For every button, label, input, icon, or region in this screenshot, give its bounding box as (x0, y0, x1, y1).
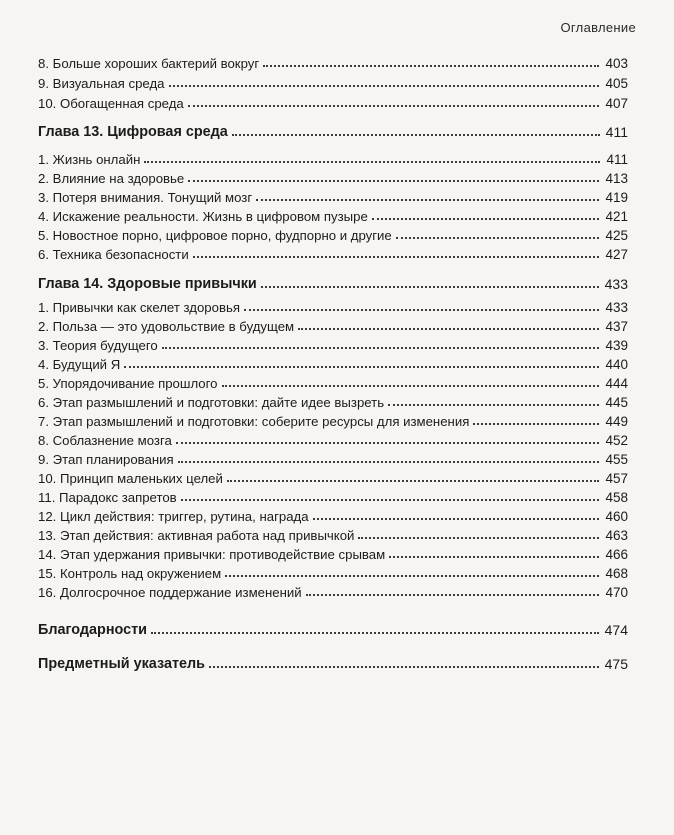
toc-entry[interactable] (38, 490, 628, 505)
dot-leader (176, 442, 600, 444)
toc-entry-page: 445 (605, 395, 628, 410)
dot-leader (389, 556, 599, 558)
toc-entry-title: 1. Жизнь онлайн (38, 152, 141, 167)
toc-entry-title: 6. Техника безопасности (38, 247, 189, 262)
dot-leader (188, 105, 600, 107)
toc-entry[interactable] (38, 585, 628, 600)
toc-entry-title: 7. Этап размышлений и подготовки: соберите ресурсы для изменения (38, 414, 470, 429)
toc-entry-page: 433 (605, 300, 628, 315)
toc-entry[interactable] (38, 96, 628, 111)
toc-entry-page: 419 (605, 190, 628, 205)
toc-entry[interactable] (38, 247, 628, 262)
acknowledgments-entry[interactable] (38, 622, 628, 638)
chapter-title: Глава 13. Цифровая среда (38, 124, 228, 140)
section-title: Благодарности (38, 622, 148, 638)
toc-entry-title: 6. Этап размышлений и подготовки: дайте идее вызреть (38, 395, 385, 410)
dot-leader (222, 385, 600, 387)
dot-leader (313, 518, 600, 520)
toc-entry[interactable] (38, 171, 628, 186)
toc-entry[interactable] (38, 357, 628, 372)
dot-leader (169, 85, 600, 87)
toc-entry[interactable] (38, 190, 628, 205)
dot-leader (358, 537, 599, 539)
toc-entry-page: 437 (605, 319, 628, 334)
toc-entry[interactable] (38, 509, 628, 524)
toc-entry-page: 455 (605, 452, 628, 467)
toc-entry-page: 425 (605, 228, 628, 243)
toc-entry[interactable] (38, 376, 628, 391)
dot-leader (124, 366, 599, 368)
toc-entry-page: 413 (605, 171, 628, 186)
dot-leader (181, 499, 600, 501)
toc-entry-title: 9. Этап планирования (38, 452, 174, 467)
toc-entry[interactable] (38, 300, 628, 315)
chapter-page: 411 (605, 124, 628, 140)
toc-entry-title: 16. Долгосрочное поддержание изменений (38, 585, 302, 600)
dot-leader (232, 134, 600, 136)
toc-entry[interactable] (38, 452, 628, 467)
toc-entry-page: 411 (606, 152, 628, 167)
toc-entry[interactable] (38, 433, 628, 448)
toc-entry-title: 12. Цикл действия: триггер, рутина, награда (38, 509, 309, 524)
dot-leader (263, 65, 599, 67)
toc-entry-page: 421 (605, 209, 628, 224)
toc-entry[interactable] (38, 338, 628, 353)
toc-entry-title: 9. Визуальная среда (38, 76, 165, 91)
dot-leader (193, 256, 600, 258)
section-title: Предметный указатель (38, 656, 205, 672)
dot-leader (372, 218, 600, 220)
dot-leader (227, 480, 600, 482)
toc-entry-page: 405 (605, 76, 628, 91)
toc-entry-title: 5. Новостное порно, цифровое порно, фудпорно и другие (38, 228, 392, 243)
toc-entry[interactable] (38, 319, 628, 334)
toc-entry[interactable] (38, 395, 628, 410)
toc-entry-page: 458 (605, 490, 628, 505)
toc-entry-page: 449 (605, 414, 628, 429)
toc-entry-title: 10. Обогащенная среда (38, 96, 184, 111)
toc-entry-title: 2. Польза — это удовольствие в будущем (38, 319, 295, 334)
dot-leader (144, 161, 600, 163)
section-page: 474 (604, 622, 628, 638)
toc-entry[interactable] (38, 209, 628, 224)
toc-entry[interactable] (38, 528, 628, 543)
toc-entry-title: 3. Потеря внимания. Тонущий мозг (38, 190, 253, 205)
chapter-page: 433 (604, 276, 628, 292)
toc-entry-page: 460 (605, 509, 628, 524)
toc-entry[interactable] (38, 56, 628, 71)
toc-entry-title: 14. Этап удержания привычки: противодействие срывам (38, 547, 386, 562)
toc-entry-title: 15. Контроль над окружением (38, 566, 222, 581)
dot-leader (473, 423, 599, 425)
toc-entry-title: 2. Влияние на здоровье (38, 171, 185, 186)
toc-entry-title: 13. Этап действия: активная работа над привычкой (38, 528, 355, 543)
toc-entry-title: 10. Принцип маленьких целей (38, 471, 223, 486)
toc-entry[interactable] (38, 414, 628, 429)
dot-leader (396, 237, 600, 239)
index-entry[interactable] (38, 656, 628, 672)
dot-leader (178, 461, 600, 463)
dot-leader (151, 632, 599, 634)
dot-leader (256, 199, 599, 201)
chapter-13-heading[interactable] (38, 124, 628, 140)
toc-entry-page: 440 (605, 357, 628, 372)
dot-leader (225, 575, 599, 577)
toc-entry-page: 407 (605, 96, 628, 111)
dot-leader (188, 180, 599, 182)
toc-entry-page: 468 (605, 566, 628, 581)
toc-entry-page: 457 (605, 471, 628, 486)
section-page: 475 (604, 656, 628, 672)
toc-entry-page: 427 (605, 247, 628, 262)
toc-entry-title: 5. Упорядочивание прошлого (38, 376, 218, 391)
toc-entry[interactable] (38, 152, 628, 167)
toc-entry-page: 439 (605, 338, 628, 353)
toc-entry[interactable] (38, 228, 628, 243)
dot-leader (209, 666, 599, 668)
running-head: Оглавление (560, 20, 636, 35)
toc-entry-page: 470 (605, 585, 628, 600)
toc-entry[interactable] (38, 547, 628, 562)
toc-entry-title: 3. Теория будущего (38, 338, 158, 353)
toc-entry-page: 452 (605, 433, 628, 448)
toc-entry[interactable] (38, 76, 628, 91)
dot-leader (261, 286, 599, 288)
dot-leader (306, 594, 600, 596)
dot-leader (298, 328, 599, 330)
dot-leader (244, 309, 599, 311)
chapter-14-heading[interactable] (38, 276, 628, 292)
toc-entry[interactable] (38, 471, 628, 486)
toc-entry-title: 8. Соблазнение мозга (38, 433, 172, 448)
toc-entry-title: 4. Искажение реальности. Жизнь в цифровом пузыре (38, 209, 368, 224)
toc-entry-page: 444 (605, 376, 628, 391)
toc-entry-title: 1. Привычки как скелет здоровья (38, 300, 240, 315)
chapter-title: Глава 14. Здоровые привычки (38, 276, 257, 292)
dot-leader (388, 404, 599, 406)
toc-entry-page: 403 (605, 56, 628, 71)
toc-entry-title: 8. Больше хороших бактерий вокруг (38, 56, 260, 71)
toc-entry-page: 466 (605, 547, 628, 562)
toc-entry[interactable] (38, 566, 628, 581)
toc-entry-title: 4. Будущий Я (38, 357, 121, 372)
toc-entry-page: 463 (605, 528, 628, 543)
dot-leader (162, 347, 600, 349)
toc-entry-title: 11. Парадокс запретов (38, 490, 177, 505)
